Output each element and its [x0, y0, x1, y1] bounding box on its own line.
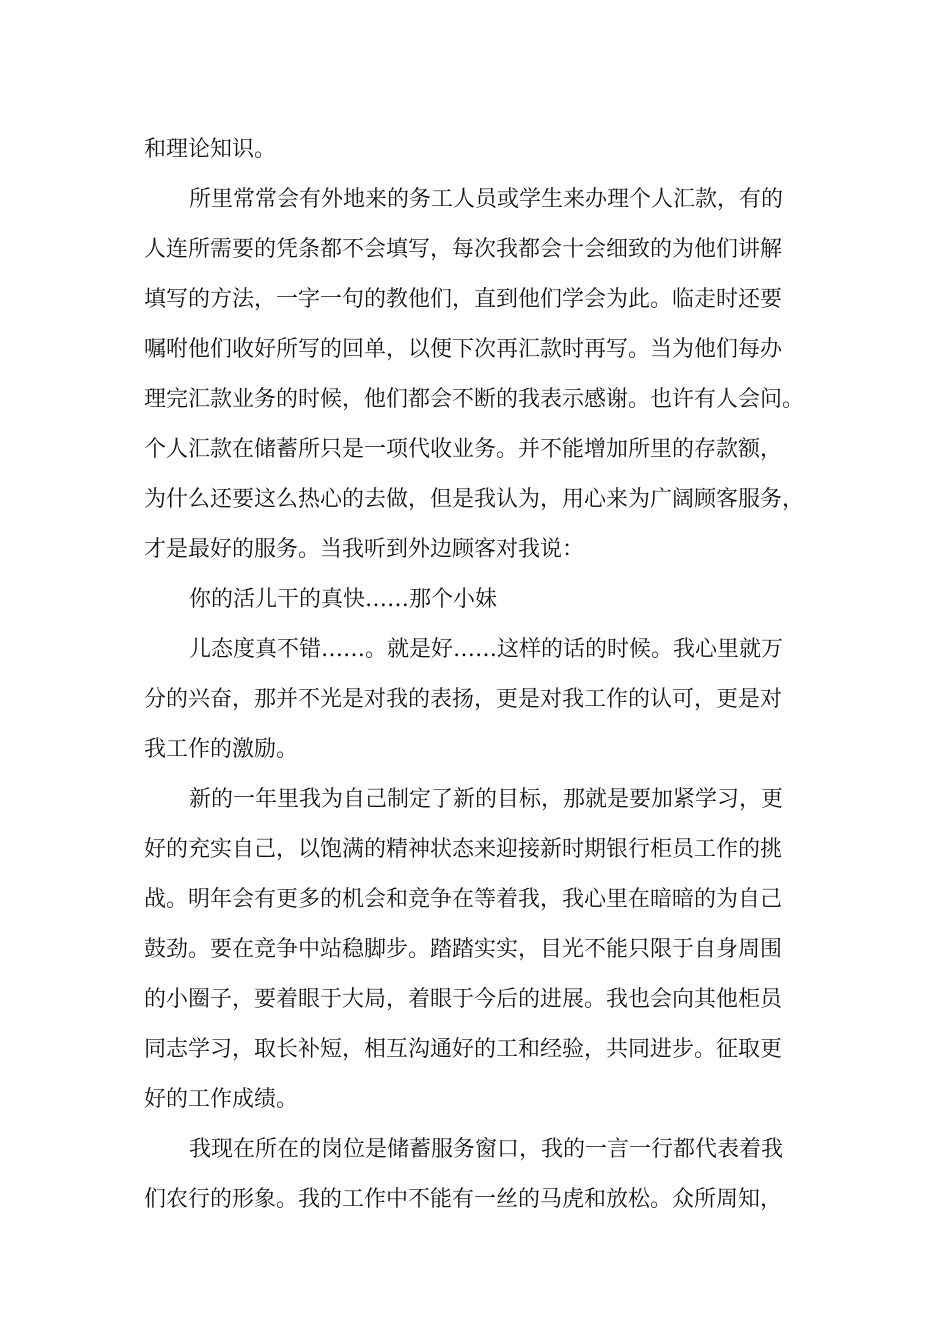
text-line: 好的工作成绩。: [144, 1087, 299, 1112]
text-line: 嘱咐他们收好所写的回单，以便下次再汇款时再写。当为他们每办: [144, 337, 783, 362]
text-line: 个人汇款在储蓄所只是一项代收业务。并不能增加所里的存款额，: [144, 437, 783, 462]
text-line: 你的活儿干的真快……那个小妹: [189, 587, 498, 612]
text-line: 鼓劲。要在竞争中站稳脚步。踏踏实实，目光不能只限于自身周围: [144, 937, 783, 962]
text-line: 的小圈子，要着眼于大局，着眼于今后的进展。我也会向其他柜员: [144, 987, 783, 1012]
text-line: 们农行的形象。我的工作中不能有一丝的马虎和放松。众所周知，: [144, 1187, 783, 1212]
text-line: 战。明年会有更多的机会和竞争在等着我，我心里在暗暗的为自己: [144, 887, 783, 912]
text-line: 新的一年里我为自己制定了新的目标，那就是要加紧学习，更: [189, 787, 784, 812]
text-line: 才是最好的服务。当我听到外边顾客对我说：: [144, 537, 585, 562]
text-line: 理完汇款业务的时候，他们都会不断的我表示感谢。也许有人会问。: [144, 387, 805, 412]
text-line: 填写的方法，一字一句的教他们，直到他们学会为此。临走时还要: [144, 287, 783, 312]
text-line: 人连所需要的凭条都不会填写，每次我都会十会细致的为他们讲解: [144, 237, 783, 262]
text-line: 为什么还要这么热心的去做，但是我认为，用心来为广阔顾客服务，: [144, 487, 805, 512]
text-line: 分的兴奋，那并不光是对我的表扬，更是对我工作的认可，更是对: [144, 687, 783, 712]
text-line: 同志学习，取长补短，相互沟通好的工和经验，共同进步。征取更: [144, 1037, 783, 1062]
text-line: 儿态度真不错……。就是好……这样的话的时候。我心里就万: [189, 637, 784, 662]
text-line: 我工作的激励。: [144, 737, 299, 762]
text-line: 我现在所在的岗位是储蓄服务窗口，我的一言一行都代表着我: [189, 1137, 784, 1162]
text-line: 和理论知识。: [144, 137, 277, 162]
text-line: 好的充实自己，以饱满的精神状态来迎接新时期银行柜员工作的挑: [144, 837, 783, 862]
text-line: 所里常常会有外地来的务工人员或学生来办理个人汇款，有的: [189, 187, 784, 212]
